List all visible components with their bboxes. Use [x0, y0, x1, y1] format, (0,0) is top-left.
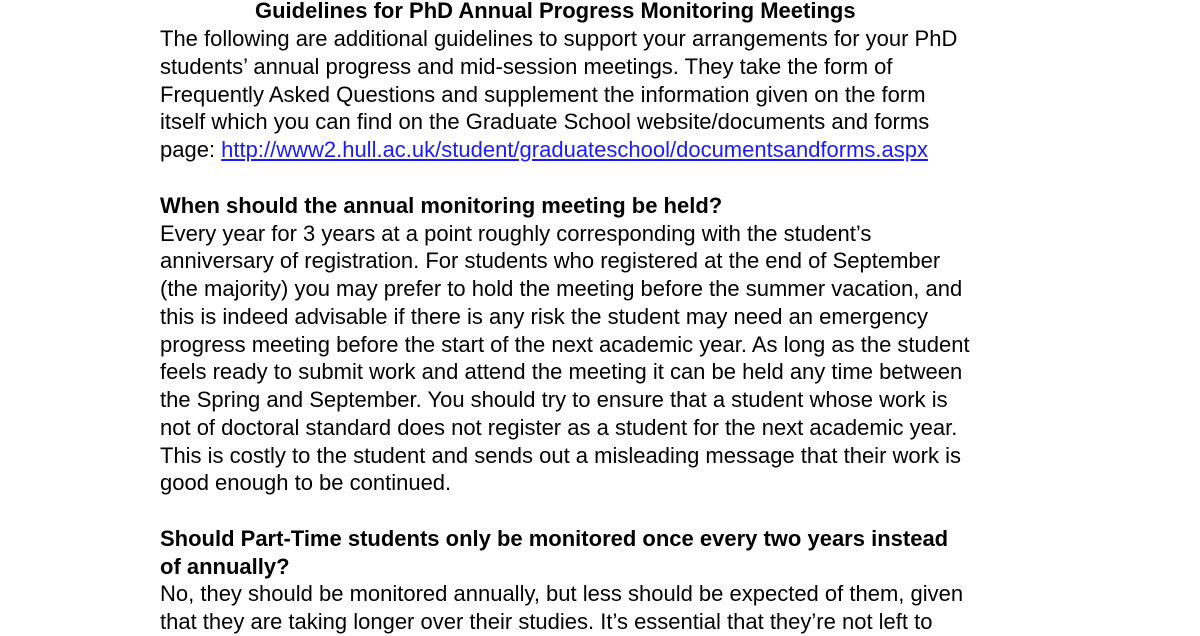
answer-line: not of doctoral standard does not register as a student for the next academic year. [160, 415, 958, 440]
answer-line: This is costly to the student and sends out a misleading message that their work is [160, 443, 961, 468]
intro-line: itself which you can find on the Graduate School website/documents and forms [160, 109, 930, 134]
intro-line: students’ annual progress and mid-session meetings. They take the form of [160, 54, 893, 79]
question-heading: When should the annual monitoring meeting be held? [160, 193, 723, 218]
intro-line: The following are additional guidelines to support your arrangements for your PhD [160, 26, 958, 51]
answer-line: the Spring and September. You should try to ensure that a student whose work is [160, 387, 948, 412]
intro-link-prefix: page: [160, 137, 222, 162]
answer-line: this is indeed advisable if there is any risk the student may need an emergency [160, 304, 928, 329]
answer-line: that they are taking longer over their studies. It’s essential that they’re not left to [160, 609, 933, 634]
answer-line: progress meeting before the start of the next academic year. As long as the student [160, 332, 970, 357]
question-heading: of annually? [160, 554, 290, 579]
document-title: Guidelines for PhD Annual Progress Monitoring Meetings [255, 0, 856, 23]
answer-line: anniversary of registration. For students who registered at the end of September [160, 248, 941, 273]
answer-line: (the majority) you may prefer to hold the meeting before the summer vacation, and [160, 276, 963, 301]
answer-line: feels ready to submit work and attend the meeting it can be held any time between [160, 359, 963, 384]
question-heading: Should Part-Time students only be monitored once every two years instead [160, 526, 949, 551]
intro-line-with-link [160, 136, 928, 164]
answer-line: No, they should be monitored annually, but less should be expected of them, given [160, 581, 964, 606]
documents-and-forms-link[interactable]: http://www2.hull.ac.uk/student/graduateschool/documentsandforms.aspx [221, 137, 929, 162]
answer-line: good enough to be continued. [160, 470, 452, 495]
answer-line: Every year for 3 years at a point roughly corresponding with the student’s [160, 221, 872, 246]
intro-line: Frequently Asked Questions and supplement the information given on the form [160, 82, 926, 107]
